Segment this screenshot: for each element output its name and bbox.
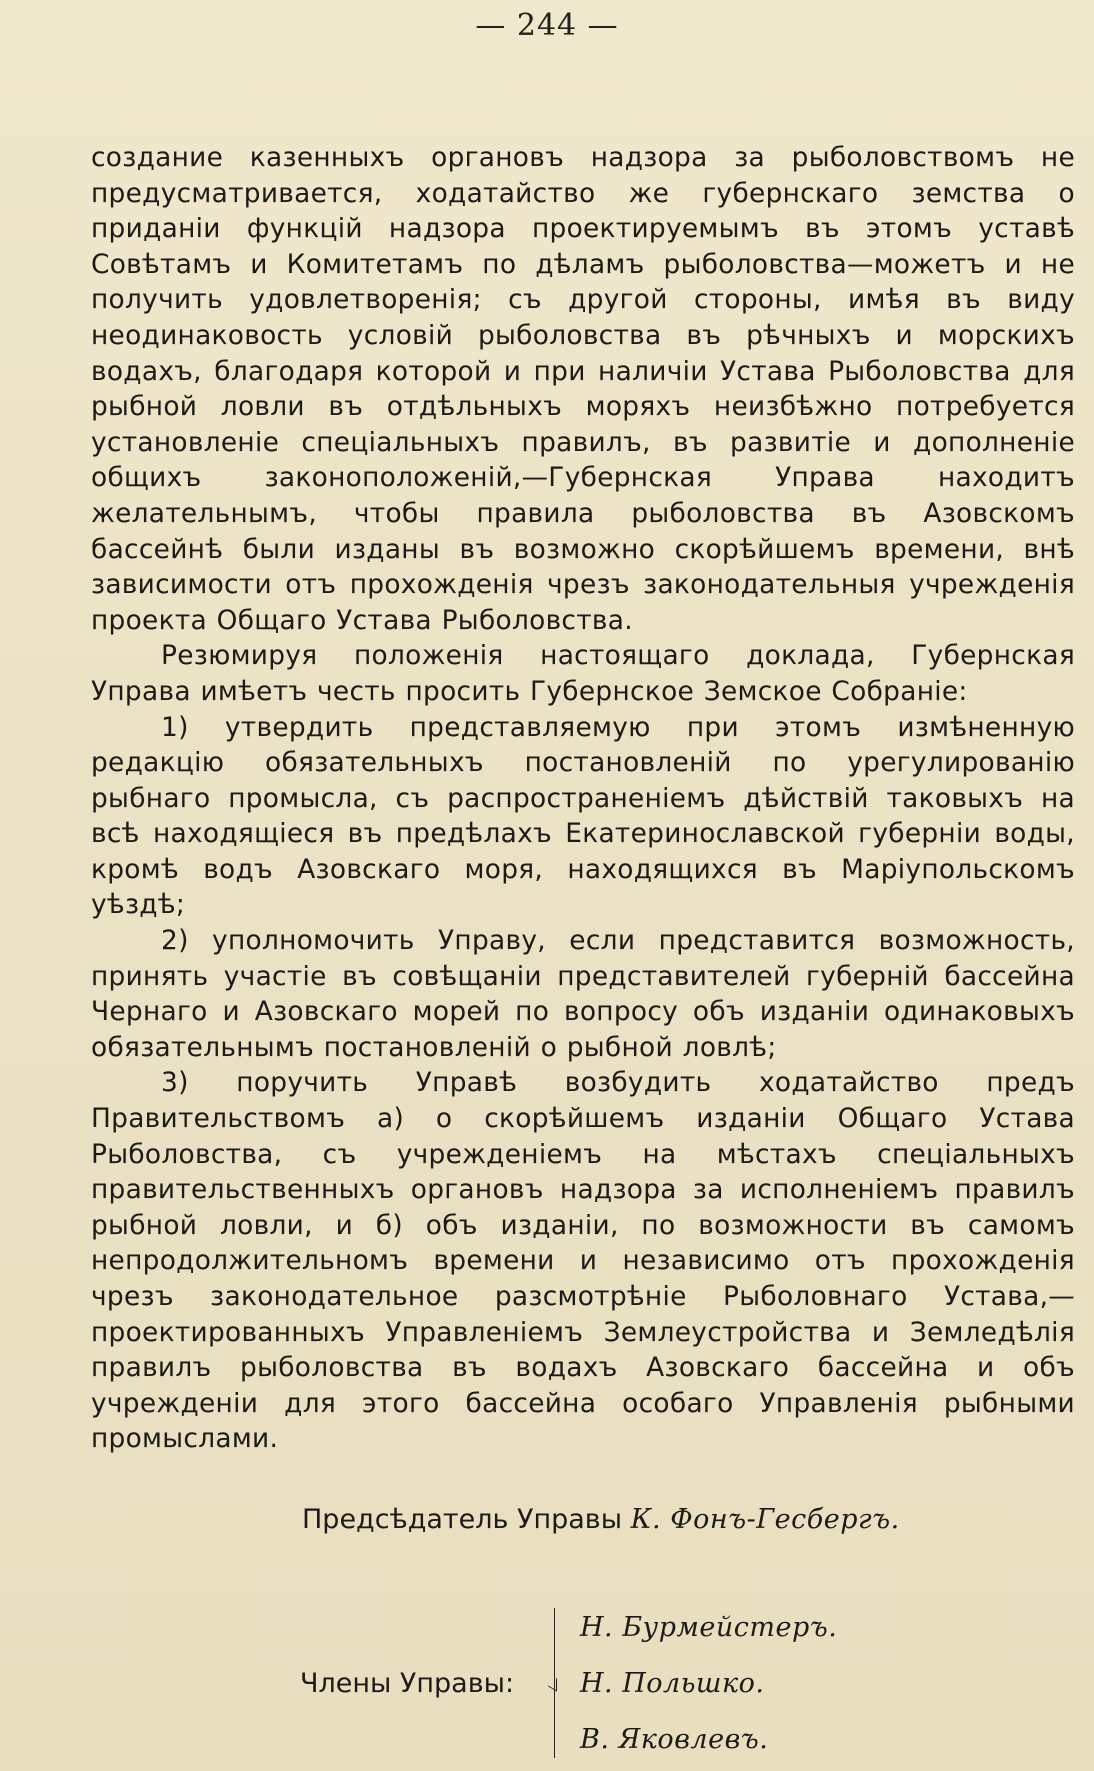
paragraph-item-3: 3) поручить Управѣ возбудить ходатайство предъ Правительствомъ а) о скорѣйшемъ изданіи Общаго Устава Рыболовства, съ учрежденіемъ на мѣстахъ спеціальныхъ правительственныхъ органовъ надзора за исполненіемъ правилъ рыбной ловли, и б) объ изданіи, по возможности въ самомъ непродолжительномъ времени и независимо отъ прохожденія чрезъ законодательное разсмотрѣніе Рыболовнаго Устава,—проектированныхъ Управленіемъ Землеустройства и Земледѣлія правилъ рыболовства въ водахъ Азовскаго бассейна и объ учрежденіи для этого бассейна особаго Управленія рыбными промыслами. (91, 1067, 1075, 1455)
chairman-name: К. Фонъ-Гесбергъ. (630, 1504, 900, 1535)
chairman-signature (302, 1504, 1062, 1535)
paragraph-item-1: 1) утвердить представляемую при этомъ измѣненную редакцію обязательныхъ постановленій по урегулированію рыбнаго промысла, съ распространеніемъ дѣйствій таковыхъ на всѣ находящіеся въ предѣлахъ Екатеринославской губерніи воды, кромѣ водъ Азовскаго моря, находящихся въ Маріупольскомъ уѣздѣ; (91, 711, 1075, 921)
member-name: В. Яковлевъ. (580, 1724, 769, 1755)
paragraph-continuation: создание казенныхъ органовъ надзора за рыболовствомъ не предусматривается, ходатайство же губернскаго земства о приданіи функцій надзора проектируемымъ въ этомъ уставѣ Совѣтамъ и Комитетамъ по дѣламъ рыболовства—можетъ и не получить удовлетворенія; съ другой стороны, имѣя въ виду неодинаковость условій рыболовства въ рѣчныхъ и морскихъ водахъ, благодаря которой и при наличіи Устава Рыболовства для рыбной ловли въ отдѣльныхъ моряхъ неизбѣжно потребуется установленіе спеціальныхъ правилъ, въ развитіе и дополненіе общихъ законоположеній,—Губернская Управа находитъ желательнымъ, чтобы правила рыболовства въ Азовскомъ бассейнѣ были изданы въ возможно скорѣйшемъ времени, внѣ зависимости отъ прохожденія чрезъ законодательныя учрежденія проекта Общаго Устава Рыболовства. (91, 142, 1075, 636)
body-text (91, 140, 1075, 1457)
member-name: Н. Бурмейстеръ. (580, 1612, 838, 1643)
paragraph-item-2: 2) уполномочить Управу, если представится возможность, принять участіе въ совѣщаніи представителей губерній бассейна Чернаго и Азовскаго морей по вопросу объ изданіи одинаковыхъ обязательнымъ постановленій о рыбной ловлѣ; (91, 925, 1075, 1063)
member-name: Н. Польшко. (580, 1668, 765, 1699)
members-label: Члены Управы: (300, 1668, 515, 1699)
chairman-role: Предсѣдатель Управы (302, 1504, 623, 1535)
paragraph-summary: Резюмируя положенія настоящаго доклада, Губернская Управа имѣетъ честь просить Губернское Земское Собраніе: (91, 640, 1075, 707)
page-number: — 244 — (475, 8, 619, 43)
